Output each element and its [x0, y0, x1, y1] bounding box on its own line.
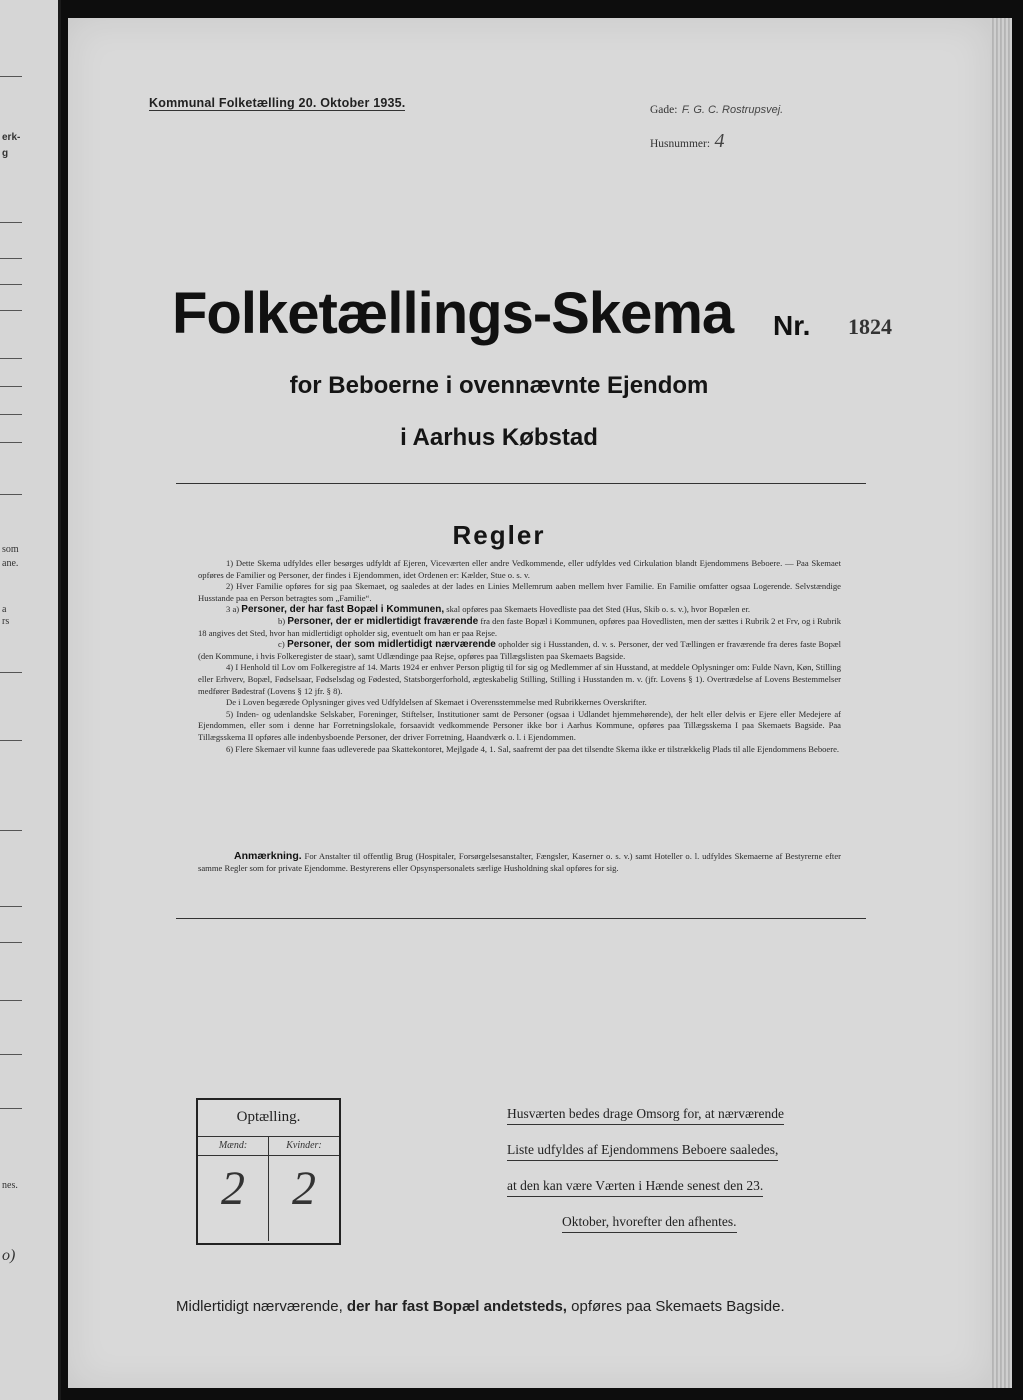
margin-fragment: rs	[2, 616, 10, 627]
rule-3a: 3 a) Personer, der har fast Bopæl i Kommunen, skal opføres paa Skemaets Hovedliste paa det Sted (Hus, Skib o. s. v.), hvor Bopælen er.	[226, 604, 751, 616]
women-count-cell	[269, 1137, 339, 1241]
margin-fragment: o)	[2, 1247, 16, 1264]
stacked-page-edges	[990, 18, 1012, 1388]
margin-fragment: nes.	[2, 1180, 18, 1191]
margin-fragment: a	[2, 604, 7, 615]
margin-rule	[0, 76, 22, 77]
footer-note: Midlertidigt nærværende, der har fast Bopæl andetsteds, opføres paa Skemaets Bagside.	[176, 1298, 785, 1315]
women-label: Kvinder:	[269, 1137, 339, 1156]
note-text: For Anstalter til offentlig Brug (Hospitaler, Forsørgelsesanstalter, Fængsler, Kaserner o. s. v.) samt Hoteller o. l. udfyldes Skemaerne af Bestyrerne efter samme Regler som for private Ejendomme. Bestyrerens eller Opsynspersonalets særlige Husholdning skal opføres for sig.	[198, 851, 841, 873]
form-subtitle: for Beboerne i ovennævnte Ejendom	[289, 372, 709, 399]
margin-fragment: ane.	[2, 558, 19, 569]
form-number-value: 1824	[848, 314, 892, 339]
rule-1: 1) Dette Skema udfyldes eller besørges udfyldt af Ejeren, Viceværten eller andre Vedkommende, eller udfyldes ved Cirkulation blandt Ejendommens Beboere. — Paa Skemaet opføres de Familier og Personer, der findes i Ejendommen, idet Ordenen er: Kælder, Stue o. s. v.	[198, 558, 841, 580]
census-form-page	[68, 18, 990, 1388]
street-field	[650, 100, 783, 118]
form-number-label: Nr.	[773, 310, 811, 341]
rule-3b: b) Personer, der er midlertidigt fraværende fra den faste Bopæl i Kommunen, opføres paa Hovedlisten, men der sættes i Rubrik 2 et Frv, og i Rubrik 18 angives det Sted, hvor han midlertidigt opholder sig, eventuelt om han er paa Rejse.	[198, 615, 842, 638]
rule-2: 2) Hver Familie opføres for sig paa Skemaet, og saaledes at der lades en Linies Mellemrum aaben mellem hver Familie. En Familie omfatter ogsaa Logerende. Selvstændige Husstande paa en Person betragtes som „Familie“.	[198, 581, 841, 603]
street-value: F. G. C. Rostrupsvej.	[681, 104, 784, 116]
adjacent-page-edge	[0, 0, 61, 1400]
rule-6: 6) Flere Skemaer vil kunne faas udleverede paa Skattekontoret, Mejlgade 4, 1. Sal, saafremt der paa det tilsendte Skema ikke er tilstrækkelig Plads til alle Ejendommens Beboere.	[226, 743, 840, 754]
rules-heading: Regler	[452, 520, 546, 550]
count-title: Optælling.	[198, 1100, 339, 1137]
men-count-cell	[198, 1137, 269, 1241]
count-box	[196, 1098, 341, 1245]
landlord-instruction-line: Liste udfyldes af Ejendommens Beboere saaledes,	[507, 1142, 778, 1161]
women-count-value: 2	[292, 1162, 316, 1215]
rule-4b: De i Loven begærede Oplysninger gives ved Udfyldelsen af Skemaet i Overensstemmelse med Rubrikkernes Overskrifter.	[226, 697, 647, 708]
margin-fragment: g	[2, 148, 9, 159]
street-label: Gade:	[650, 104, 678, 116]
landlord-instruction-line: Husværten bedes drage Omsorg for, at nærværende	[507, 1106, 784, 1125]
landlord-instruction-line: Oktober, hvorefter den afhentes.	[562, 1214, 737, 1233]
rule-3c: c) Personer, der som midlertidigt nærværende opholder sig i Husstanden, d. v. s. Personer, der ved Tællingen er fraværende fra deres faste Bopæl (den Kommune, i hvis Folkeregister de staar), samt Udlændinge paa Rejse, opføres paa Tillægslisten paa Skemaets Bagside.	[198, 639, 842, 661]
divider	[176, 483, 866, 484]
rules-body	[198, 558, 841, 755]
house-number-label: Husnummer:	[650, 138, 711, 150]
note-label: Anmærkning.	[234, 850, 302, 862]
men-label: Mænd:	[198, 1137, 268, 1156]
rule-5: 5) Inden- og udenlandske Selskaber, Foreninger, Stiftelser, Institutioner samt de Personer (ogsaa i Udlandet hjemmehørende), der helt eller delvis er Ejere eller Medejere af Ejendommen, eller som i denne har Forretningslokale, forsaavidt vedkommende Personer ikke bor i Aarhus Kommune, opføres paa Tillægsskema I paa Skemaets Bagside. Paa Tillægsskema II opføres alle indenbysboende Personer, der driver Forretning, Haandværk o. l. i Ejendommen.	[198, 708, 841, 742]
annotation-note	[198, 851, 841, 874]
divider	[176, 918, 866, 919]
margin-fragment: som	[2, 544, 19, 555]
rule-4: 4) I Henhold til Lov om Folkeregistre af 14. Marts 1924 er enhver Person pligtig til for sig og Medlemmer af sin Husstand, at meddele Oplysninger om: Fulde Navn, Køn, Stilling eller Erhverv, Bopæl, Fødselsaar, Fødselsdag og Fødested, Statsborgerforhold, ægteskabelig Stilling, Stilling i Husstanden m. v. (jfr. Lovens § 1). Overtrædelse af Lovens Bestemmelser medfører Bødestraf (Lovens § 12 jfr. § 8).	[198, 662, 841, 696]
form-title: Folketællings-Skema	[172, 281, 734, 346]
landlord-instruction-line: at den kan være Værten i Hænde senest den 23.	[507, 1178, 763, 1197]
house-number-value: 4	[714, 130, 725, 152]
men-count-value: 2	[221, 1162, 245, 1215]
margin-fragment: erk-	[2, 132, 21, 143]
house-number-field	[650, 130, 725, 153]
census-header: Kommunal Folketælling 20. Oktober 1935.	[149, 96, 406, 110]
form-subtitle-city: i Aarhus Købstad	[400, 424, 598, 451]
